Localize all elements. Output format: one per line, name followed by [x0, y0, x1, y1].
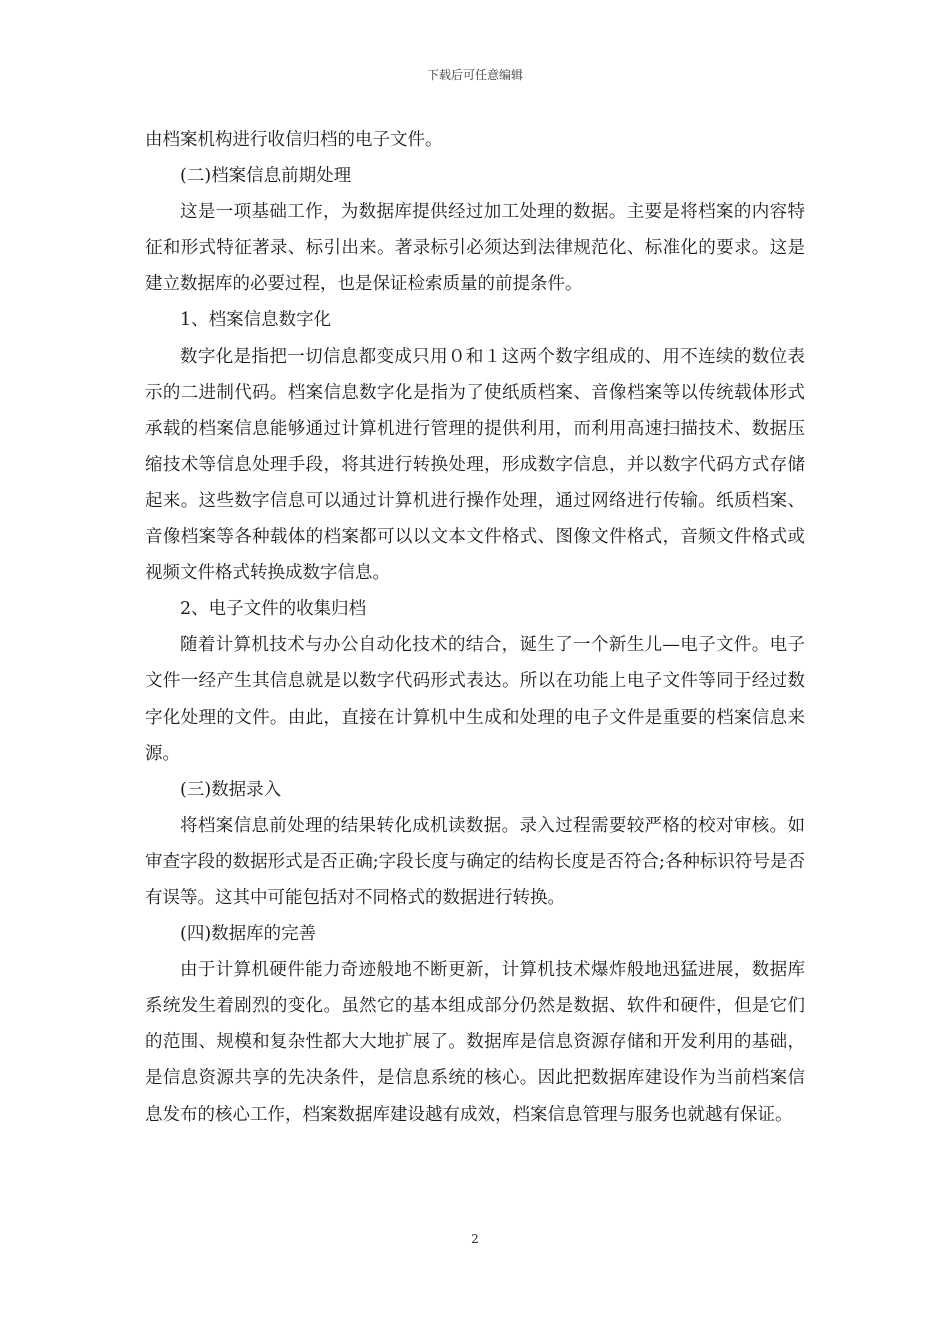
section-heading-4: (四)数据库的完善 [180, 924, 317, 945]
section-heading-2: (二)档案信息前期处理 [180, 166, 352, 187]
paragraph-3: 这是一项基础工作，为数据库提供经过加工处理的数据。主要是将档案的内容特征和形式特征著录、标引出来。著录标引必须达到法律规范化、标准化的要求。这是建立数据库的必要过程，也是保证检索质量的前提条件。 [145, 202, 805, 295]
paragraph-5: 数字化是指把一切信息都变成只用０和１这两个数字组成的、用不连续的数位表示的二进制代码。档案信息数字化是指为了使纸质档案、音像档案等以传统载体形式承载的档案信息能够通过计算机进行管理的提供利用，而利用高速扫描技术、数据压缩技术等信息处理手段，将其进行转换处理，形成数字信息，并以数字代码方式存储起来。这些数字信息可以通过计算机进行操作处理，通过网络进行传输。纸质档案、音像档案等各种载体的档案都可以以文本文件格式、图像文件格式，音频文件格式或视频文件格式转换成数字信息。 [145, 346, 805, 584]
subsection-heading-1: 1、档案信息数字化 [180, 310, 332, 331]
page-header: 下载后可任意编辑 [426, 68, 523, 82]
paragraph-9: 将档案信息前处理的结果转化成机读数据。录入过程需要较严格的校对审核。如审查字段的数据形式是否正确;字段长度与确定的结构长度是否符合;各种标识符号是否有误等。这其中可能包括对不同格式的数据进行转换。 [145, 815, 805, 908]
paragraph-11: 由于计算机硬件能力奇迹般地不断更新，计算机技术爆炸般地迅猛进展，数据库系统发生着剧烈的变化。虽然它的基本组成部分仍然是数据、软件和硬件，但是它们的范围、规模和复杂性都大大地扩展了。数据库是信息资源存储和开发利用的基础，是信息资源共享的先决条件，是信息系统的核心。因此把数据库建设作为当前档案信息发布的核心工作，档案数据库建设越有成效，档案信息管理与服务也就越有保证。 [145, 960, 805, 1125]
section-heading-3: (三)数据录入 [180, 779, 282, 800]
paragraph-1: 由档案机构进行收信归档的电子文件。 [145, 130, 443, 150]
page-number: 2 [471, 1232, 479, 1246]
document-body [145, 122, 805, 1133]
paragraph-7: 随着计算机技术与办公自动化技术的结合，诞生了一个新生儿—电子文件。电子文件一经产生其信息就是以数字代码形式表达。所以在功能上电子文件等同于经过数字化处理的文件。由此，直接在计算机中生成和处理的电子文件是重要的档案信息来源。 [145, 635, 805, 764]
subsection-heading-2: 2、电子文件的收集归档 [180, 599, 367, 620]
